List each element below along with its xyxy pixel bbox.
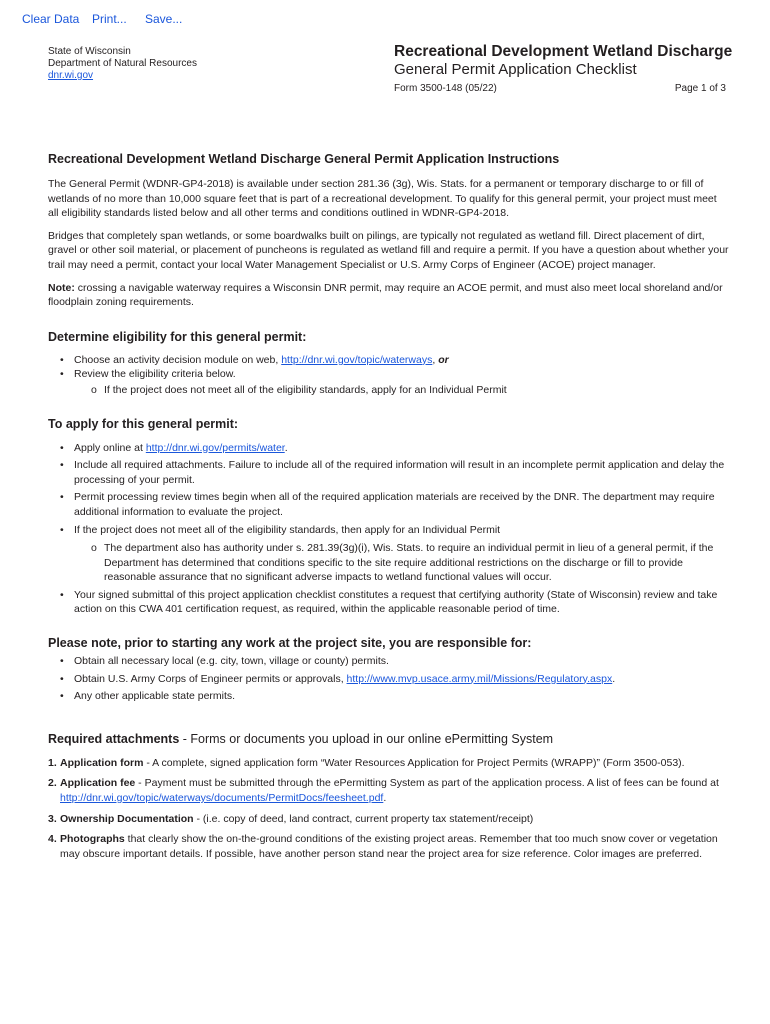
list-item: • Include all required attachments. Failure to include all of the required information will result in an incomplete permit application and delay the processing of your permit. <box>48 458 730 487</box>
apply-list <box>48 441 730 618</box>
form-title: Recreational Development Wetland Discharge <box>394 43 733 60</box>
list-item: • Your signed submittal of this project application checklist constitutes a request that certifying authority (State of Wisconsin) review and take action on this CWA 401 certification request, as required, within the applicable reasonable period of time. <box>48 588 730 617</box>
list-item: • Obtain all necessary local (e.g. city, town, village or county) permits. <box>48 654 730 669</box>
form-subtitle: General Permit Application Checklist <box>394 61 637 78</box>
list-item: • Choose an activity decision module on web, http://dnr.wi.gov/topic/waterways, or <box>48 353 730 368</box>
form-info-row <box>394 83 726 94</box>
attachment-item: 2. Application fee - Payment must be submitted through the ePermitting System as part of the application process. A list of fees can be found at http://dnr.wi.gov/topic/waterways/documents/PermitDocs/feesheet.pdf. <box>48 777 719 805</box>
feesheet-link[interactable]: http://dnr.wi.gov/topic/waterways/documents/PermitDocs/feesheet.pdf <box>60 792 384 805</box>
attachments-heading: Required attachments - Forms or documents you upload in our online ePermitting System <box>48 731 554 746</box>
save-button[interactable]: Save... <box>145 12 183 26</box>
note-label: Note: <box>48 281 75 294</box>
instructions-paragraph-1: The General Permit (WDNR-GP4-2018) is available under section 281.36 (3g), Wis. Stats. for a permanent or temporary discharge to or fill of wetlands of no more than 10,000 square feet that is part of a recreational development. To qualify for this general permit, your project must meet all eligibility standards listed below and all other terms and conditions outlined in WDNR-GP4-2018. <box>48 178 717 220</box>
instructions-heading: Recreational Development Wetland Discharge General Permit Application Instructions <box>48 152 560 166</box>
sub-list-item: o The department also has authority under s. 281.39(3g)(i), Wis. Stats. to require an individual permit in lieu of a general permit, if the Department has determined that conditions specific to the site require additional restrictions on the discharge or fill to provide reasonable assurance that no significant adverse impacts to wetland functional values will occur. <box>74 541 730 585</box>
agency-block <box>48 46 197 82</box>
agency-website-link[interactable]: dnr.wi.gov <box>48 70 94 81</box>
waterways-link[interactable]: http://dnr.wi.gov/topic/waterways <box>281 353 433 366</box>
list-item: • Obtain U.S. Army Corps of Engineer permits or approvals, http://www.mvp.usace.army.mil/Missions/Regulatory.aspx. <box>48 672 730 687</box>
list-item: • Permit processing review times begin when all of the required application materials are received by the DNR. The department may require additional information to evaluate the project. <box>48 490 730 519</box>
page-number: Page 1 of 3 <box>674 83 726 94</box>
list-item: • Review the eligibility criteria below. o If the project does not meet all of the eligibility standards, apply for an Individual Permit <box>48 367 730 397</box>
prior-work-heading: Please note, prior to starting any work at the project site, you are responsible for: <box>48 636 532 651</box>
permits-water-link[interactable]: http://dnr.wi.gov/permits/water <box>145 441 285 454</box>
eligibility-heading: Determine eligibility for this general permit: <box>48 329 307 344</box>
clear-data-button[interactable]: Clear Data <box>22 12 80 26</box>
list-item: • Any other applicable state permits. <box>48 689 730 704</box>
apply-heading: To apply for this general permit: <box>48 416 239 431</box>
instructions-paragraph-2: Bridges that completely span wetlands, or some boardwalks built on pilings, are typically not regulated as wetland fill. Direct placement of dirt, gravel or other soil material, or placement of puncheons is regulated as wetland fill and require a permit. If you have a question about whether your trail may need a permit, contact your local Water Management Specialist or U.S. Army Corps of Engineer (ACOE) project manager. <box>48 229 729 271</box>
prior-work-list <box>48 654 730 704</box>
document-body <box>48 152 730 861</box>
attachment-item: 1. Application form - A complete, signed application form “Water Resources Application for Project Permits (WRAPP)” (Form 3500-053). <box>48 756 685 769</box>
print-button[interactable]: Print... <box>92 12 127 26</box>
attachments-list <box>48 756 730 862</box>
agency-department: Department of Natural Resources <box>48 58 197 69</box>
note-paragraph <box>48 281 730 310</box>
note-text: crossing a navigable waterway requires a Wisconsin DNR permit, may require an ACOE permit, and must also meet local shoreland and/or floodplain zoning requirements. <box>48 281 723 309</box>
agency-state: State of Wisconsin <box>48 46 131 57</box>
attachment-item: 3. Ownership Documentation - (i.e. copy of deed, land contract, current property tax statement/receipt) <box>48 812 534 825</box>
list-item: • Apply online at http://dnr.wi.gov/permits/water. <box>48 441 730 456</box>
eligibility-list <box>48 353 730 398</box>
usace-regulatory-link[interactable]: http://www.mvp.usace.army.mil/Missions/Regulatory.aspx <box>346 672 613 685</box>
attachment-item: 4. Photographs that clearly show the on-the-ground conditions of the existing project areas. Remember that too much snow cover or vegetation may obscure important details. If possible, have another person stand near the project area for size reference. Color images are preferred. <box>48 833 718 860</box>
sub-list-item: o If the project does not meet all of the eligibility standards, apply for an Individual Permit <box>74 383 730 398</box>
title-block <box>394 43 733 78</box>
list-item: • If the project does not meet all of the eligibility standards, then apply for an Individual Permit o The department also has authority under s. 281.39(3g)(i), Wis. Stats. to require an individual permit in lieu of a general permit, if the Department has determined that conditions specific to the site require additional restrictions on the discharge or fill to provide reasonable assurance that no significant adverse impacts to wetland functional values will occur. <box>48 523 730 585</box>
or-emphasis: or <box>438 353 449 366</box>
form-number: Form 3500-148 (05/22) <box>394 83 497 94</box>
